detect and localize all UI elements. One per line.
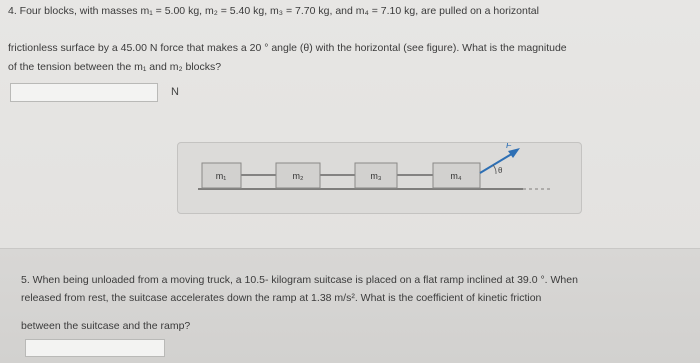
angle-arc — [493, 165, 496, 174]
block-m1 — [202, 163, 241, 188]
block-m2 — [276, 163, 320, 188]
blocks-diagram — [178, 143, 581, 213]
question-5-line-1: 5. When being unloaded from a moving truck, a 10.5- kilogram suitcase is placed on a flat ramp inclined at 39.0 °. When — [21, 274, 578, 286]
block-m2-label: m₂ — [292, 171, 304, 181]
tension-answer-input[interactable] — [10, 83, 158, 102]
block-m1-label: m₁ — [215, 171, 227, 181]
block-m3-label: m₃ — [370, 171, 382, 181]
friction-answer-input[interactable] — [25, 339, 165, 357]
angle-label: θ — [498, 166, 503, 175]
answer-unit: N — [171, 86, 179, 98]
force-label: F — [506, 143, 512, 150]
blocks-figure — [177, 142, 582, 214]
question-5-panel — [0, 248, 700, 363]
question-4-line-3: of the tension between the m₁ and m₂ blocks? — [8, 61, 222, 73]
question-4-line-2: frictionless surface by a 45.00 N force that makes a 20 ° angle (θ) with the horizontal (see figure). What is the magnitude — [8, 42, 567, 54]
block-m4 — [433, 163, 480, 188]
block-m4-label: m₄ — [450, 171, 462, 181]
block-m3 — [355, 163, 397, 188]
question-4-line-1: 4. Four blocks, with masses m₁ = 5.00 kg, m₂ = 5.40 kg, m₃ = 7.70 kg, and m₄ = 7.10 kg, are pulled on a horizontal — [8, 5, 539, 17]
question-5-line-3: between the suitcase and the ramp? — [21, 320, 191, 332]
question-5-line-2: released from rest, the suitcase accelerates down the ramp at 1.38 m/s². What is the coefficient of kinetic friction — [21, 292, 542, 304]
